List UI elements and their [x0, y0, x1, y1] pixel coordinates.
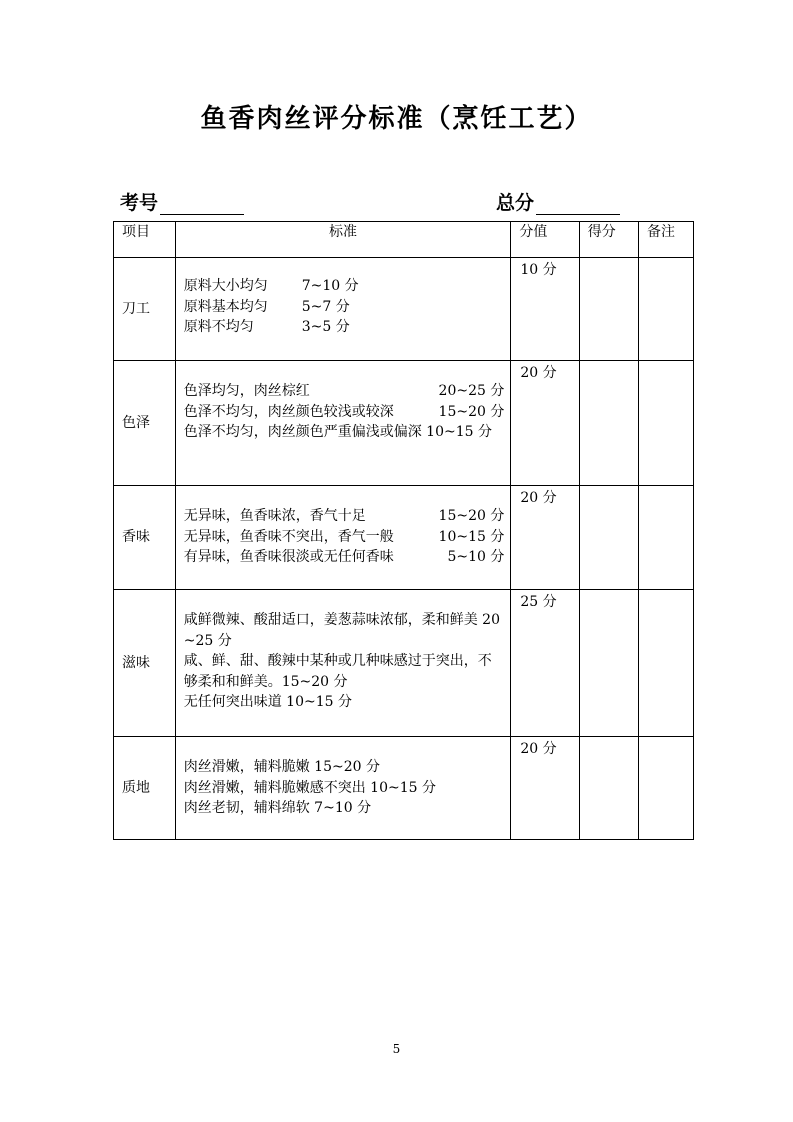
row-standard	[175, 590, 511, 737]
table-row	[114, 361, 694, 486]
row-points: 25 分	[511, 590, 579, 737]
row-points: 20 分	[511, 486, 579, 590]
header-note: 备注	[638, 222, 693, 258]
row-standard	[175, 258, 511, 361]
score-cell[interactable]	[579, 361, 638, 486]
total-score-blank[interactable]	[536, 192, 620, 215]
header-score: 得分	[579, 222, 638, 258]
criterion-line: 有异味，鱼香味很淡或无任何香味 5~10 分	[183, 549, 505, 565]
row-points: 10 分	[511, 258, 579, 361]
criterion-line: 无异味，鱼香味不突出，香气一般 10~15 分	[183, 528, 505, 545]
score-cell[interactable]	[579, 258, 638, 361]
row-points: 20 分	[511, 737, 579, 840]
header-standard: 标准	[175, 222, 511, 258]
criterion-line: 色泽不均匀，肉丝颜色较浅或较深 15~20 分	[183, 403, 505, 420]
row-standard	[175, 486, 511, 590]
table-row	[114, 486, 694, 590]
exam-number-blank[interactable]	[160, 192, 244, 215]
criterion-line: 咸鲜微辣、酸甜适口，姜葱蒜味浓郁，柔和鲜美 20~25 分	[183, 612, 500, 649]
row-item-color: 色泽	[114, 361, 176, 486]
scoring-table	[113, 221, 694, 840]
criterion-line: 咸、鲜、甜、酸辣中某种或几种味感过于突出，不够柔和和鲜美。15~20 分	[183, 653, 492, 690]
criterion-line: 肉丝老韧，辅料绵软 7~10 分	[183, 800, 372, 816]
note-cell[interactable]	[638, 590, 693, 737]
note-cell[interactable]	[638, 361, 693, 486]
row-item-texture: 质地	[114, 737, 176, 840]
row-standard	[175, 737, 511, 840]
table-row	[114, 590, 694, 737]
page-number: 5	[392, 1042, 401, 1056]
criterion-line: 原料基本均匀 5~7 分	[183, 298, 350, 315]
score-cell[interactable]	[579, 486, 638, 590]
header-points: 分值	[511, 222, 579, 258]
total-score-label: 总分	[496, 192, 535, 214]
row-item-taste: 滋味	[114, 590, 176, 737]
criterion-line: 原料不均匀 3~5 分	[183, 319, 350, 335]
row-points: 20 分	[511, 361, 579, 486]
row-standard	[175, 361, 511, 486]
page-title: 鱼香肉丝评分标准（烹饪工艺）	[200, 104, 593, 134]
exam-number-label: 考号	[120, 192, 159, 214]
score-cell[interactable]	[579, 590, 638, 737]
criterion-line: 肉丝滑嫩，辅料脆嫩 15~20 分	[183, 759, 380, 775]
note-cell[interactable]	[638, 258, 693, 361]
criterion-line: 无异味，鱼香味浓，香气十足 15~20 分	[183, 508, 505, 524]
criterion-line: 原料大小均匀 7~10 分	[183, 278, 359, 294]
note-cell[interactable]	[638, 486, 693, 590]
score-cell[interactable]	[579, 737, 638, 840]
total-score-field	[496, 188, 620, 215]
criterion-line: 色泽不均匀，肉丝颜色严重偏浅或偏深 10~15 分	[183, 424, 492, 440]
header-item: 项目	[114, 222, 176, 258]
table-row	[114, 737, 694, 840]
note-cell[interactable]	[638, 737, 693, 840]
table-header-row	[114, 222, 694, 258]
row-item-knife: 刀工	[114, 258, 176, 361]
exam-number-field	[120, 188, 244, 215]
row-item-aroma: 香味	[114, 486, 176, 590]
criterion-line: 色泽均匀，肉丝棕红 20~25 分	[183, 383, 505, 399]
table-row	[114, 258, 694, 361]
criterion-line: 无任何突出味道 10~15 分	[183, 694, 352, 710]
criterion-line: 肉丝滑嫩，辅料脆嫩感不突出 10~15 分	[183, 779, 436, 796]
